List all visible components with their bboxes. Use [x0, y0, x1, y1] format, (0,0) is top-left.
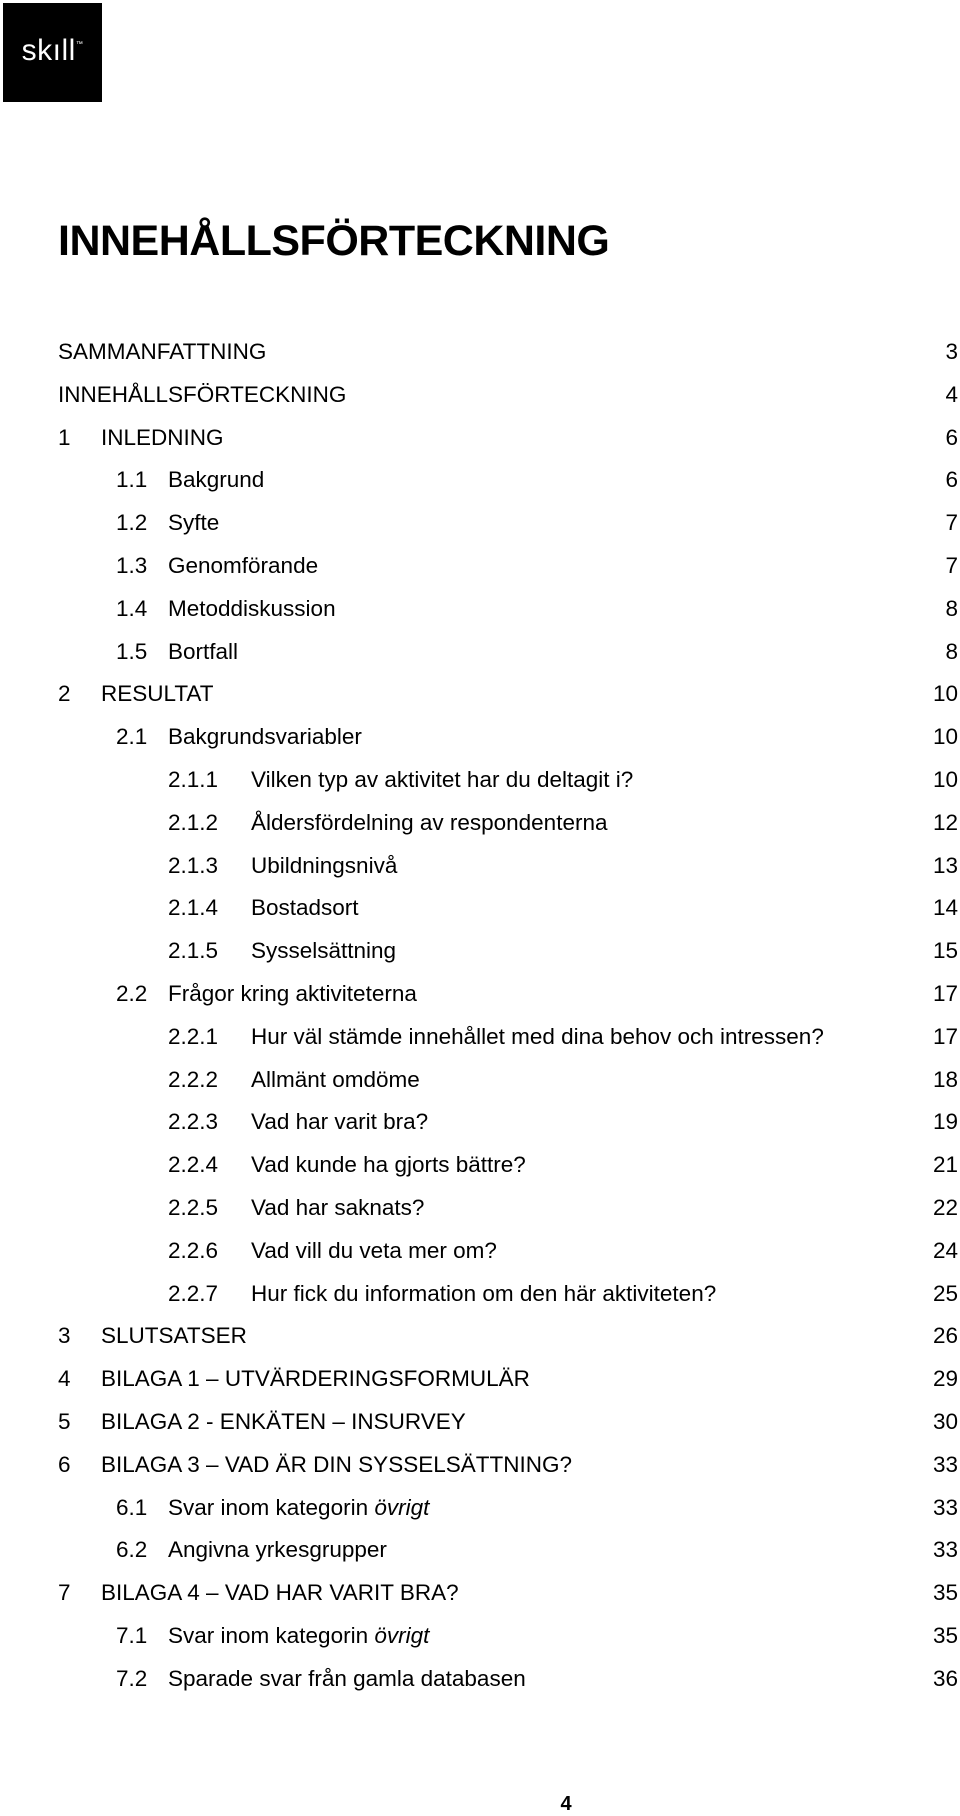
toc-entry-number: 3	[58, 1323, 71, 1349]
page-title: INNEHÅLLSFÖRTECKNING	[58, 217, 610, 265]
toc-entry[interactable]	[58, 545, 958, 588]
toc-entry-number: 1.3	[116, 552, 148, 578]
toc-entry-page: 12	[932, 809, 958, 835]
toc-entry[interactable]	[58, 1615, 958, 1658]
toc-entry-page: 15	[932, 938, 958, 964]
toc-entry-label: Svar inom kategorin övrigt	[168, 1622, 430, 1648]
toc-entry-label: Metoddiskussion	[168, 595, 336, 621]
toc-entry-label: Hur väl stämde innehållet med dina behov och intressen?	[251, 1023, 824, 1049]
toc-entry[interactable]	[58, 331, 958, 374]
toc-entry-label: Vad kunde ha gjorts bättre?	[251, 1152, 526, 1178]
toc-entry[interactable]	[58, 1401, 958, 1444]
toc-entry-page: 3	[945, 339, 958, 364]
toc-entry[interactable]	[58, 930, 958, 973]
toc-entry-page: 22	[932, 1194, 958, 1220]
toc-entry-page: 35	[932, 1580, 958, 1606]
toc-entry-label: Sysselsättning	[251, 938, 397, 964]
logo-wordmark: skıll™	[21, 33, 84, 67]
toc-entry-label: SAMMANFATTNING	[58, 339, 267, 364]
toc-entry-label: Vad vill du veta mer om?	[251, 1237, 497, 1263]
toc-entry[interactable]	[58, 374, 958, 417]
toc-entry-label: INLEDNING	[101, 424, 224, 450]
toc-entry-number: 1	[58, 424, 71, 450]
toc-entry-label: Bakgrund	[168, 467, 265, 493]
toc-entry-page: 10	[932, 681, 958, 707]
toc-entry-page: 7	[945, 552, 958, 578]
toc-entry[interactable]	[58, 1529, 958, 1572]
toc-entry[interactable]	[58, 417, 958, 460]
toc-entry-number: 2.2.6	[168, 1237, 219, 1263]
toc-entry-label: Vad har varit bra?	[251, 1109, 429, 1135]
toc-entry-page: 10	[932, 766, 958, 792]
toc-entry-number: 1.2	[116, 510, 148, 536]
toc-entry-label: Bortfall	[168, 638, 239, 664]
toc-entry-label: SLUTSATSER	[101, 1323, 247, 1349]
toc-entry[interactable]	[58, 1059, 958, 1102]
toc-entry-number: 2	[58, 681, 71, 707]
toc-entry-page: 14	[932, 895, 958, 921]
toc-entry-number: 2.1.3	[168, 852, 219, 878]
toc-entry[interactable]	[58, 1144, 958, 1187]
toc-entry-label: BILAGA 1 – UTVÄRDERINGSFORMULÄR	[101, 1366, 530, 1392]
toc-entry[interactable]	[58, 1101, 958, 1144]
page-number: 4	[560, 1793, 572, 1815]
toc-entry-page: 7	[945, 510, 958, 536]
toc-entry-number: 7.2	[116, 1665, 148, 1691]
toc-entry-page: 33	[932, 1494, 958, 1520]
toc-entry-page: 8	[945, 638, 958, 664]
toc-entry-number: 6	[58, 1451, 71, 1477]
toc-entry-label: Ubildningsnivå	[251, 852, 398, 878]
toc-entry[interactable]	[58, 673, 958, 716]
toc-entry-number: 1.1	[116, 467, 148, 493]
toc-entry[interactable]	[58, 1572, 958, 1615]
toc-entry[interactable]	[58, 887, 958, 930]
toc-entry-page: 6	[945, 424, 958, 450]
toc-entry-number: 6.1	[116, 1494, 148, 1520]
toc-entry-number: 2.1.4	[168, 895, 219, 921]
toc-entry-number: 2.2.1	[168, 1023, 219, 1049]
toc-entry-number: 2.1	[116, 724, 148, 750]
toc-entry-number: 2.2.3	[168, 1109, 219, 1135]
toc-entry-label: INNEHÅLLSFÖRTECKNING	[58, 381, 347, 407]
toc-entry-label: Allmänt omdöme	[251, 1066, 420, 1092]
toc-entry-number: 2.1.5	[168, 938, 219, 964]
toc-entry-page: 24	[932, 1237, 958, 1263]
toc-entry-label: Vad har saknats?	[251, 1194, 425, 1220]
toc-entry-label: BILAGA 4 – VAD HAR VARIT BRA?	[101, 1580, 459, 1606]
toc-entry-page: 6	[945, 467, 958, 493]
toc-entry-number: 2.2	[116, 980, 148, 1006]
toc-entry[interactable]	[58, 759, 958, 802]
toc-entry[interactable]	[58, 1487, 958, 1530]
toc-entry-page: 29	[932, 1366, 958, 1392]
skill-logo	[3, 3, 102, 102]
toc-entry[interactable]	[58, 1658, 958, 1701]
toc-entry[interactable]	[58, 1273, 958, 1316]
toc-entry-page: 17	[932, 1023, 958, 1049]
toc-entry-number: 7	[58, 1580, 71, 1606]
toc-entry-page: 4	[945, 381, 958, 407]
toc-entry-label: Bakgrundsvariabler	[168, 724, 362, 750]
toc-entry[interactable]	[58, 1230, 958, 1273]
toc-entry-label-emphasis: övrigt	[374, 1494, 430, 1520]
toc-entry[interactable]	[58, 716, 958, 759]
toc-entry-page: 35	[932, 1622, 958, 1648]
toc-entry-label: RESULTAT	[101, 681, 214, 707]
toc-entry-label: Svar inom kategorin övrigt	[168, 1494, 430, 1520]
toc-entry-number: 2.2.5	[168, 1194, 219, 1220]
toc-entry-number: 2.1.1	[168, 766, 219, 792]
toc-entry[interactable]	[58, 802, 958, 845]
toc-entry-label: Åldersfördelning av respondenterna	[251, 809, 608, 835]
toc-entry-number: 1.4	[116, 595, 148, 621]
toc-entry-number: 2.2.7	[168, 1280, 219, 1306]
toc-entry[interactable]	[58, 973, 958, 1016]
toc-entry[interactable]	[58, 502, 958, 545]
toc-entry-page: 25	[932, 1280, 958, 1306]
toc-entry-page: 26	[932, 1323, 958, 1349]
toc-entry-label: Vilken typ av aktivitet har du deltagit i?	[251, 766, 634, 792]
toc-entry-page: 33	[932, 1451, 958, 1477]
toc-entry-page: 19	[932, 1109, 958, 1135]
toc-entry-number: 4	[58, 1366, 71, 1392]
toc-entry-label: Genomförande	[168, 552, 319, 578]
toc-entry-page: 17	[932, 980, 958, 1006]
toc-entry-number: 6.2	[116, 1537, 148, 1563]
toc-entry-page: 36	[932, 1665, 958, 1691]
toc-entry-label: Sparade svar från gamla databasen	[168, 1665, 526, 1691]
toc-entry-label-emphasis: övrigt	[374, 1622, 430, 1648]
toc-entry[interactable]	[58, 1444, 958, 1487]
toc-entry[interactable]	[58, 1358, 958, 1401]
toc-entry-label: BILAGA 3 – VAD ÄR DIN SYSSELSÄTTNING?	[101, 1451, 572, 1477]
toc-entry[interactable]	[58, 845, 958, 888]
toc-entry-page: 21	[932, 1152, 958, 1178]
toc-entry-label: Angivna yrkesgrupper	[168, 1537, 387, 1563]
toc-entry-page: 33	[932, 1537, 958, 1563]
toc-entry-label: BILAGA 2 - ENKÄTEN – INSURVEY	[101, 1408, 466, 1434]
toc-entry-page: 18	[932, 1066, 958, 1092]
toc-entry[interactable]	[58, 588, 958, 631]
toc-entry-number: 2.2.4	[168, 1152, 219, 1178]
toc-entry-page: 30	[932, 1408, 958, 1434]
toc-entry-number: 2.1.2	[168, 809, 219, 835]
toc-entry[interactable]	[58, 459, 958, 502]
toc-entry-page: 10	[932, 724, 958, 750]
table-of-contents	[58, 331, 958, 1701]
toc-entry-number: 5	[58, 1408, 71, 1434]
toc-entry-number: 2.2.2	[168, 1066, 219, 1092]
toc-entry-page: 13	[932, 852, 958, 878]
toc-entry[interactable]	[58, 1187, 958, 1230]
toc-entry[interactable]	[58, 631, 958, 674]
toc-entry-label: Syfte	[168, 510, 220, 536]
toc-entry-number: 1.5	[116, 638, 148, 664]
toc-entry-label: Hur fick du information om den här aktiviteten?	[251, 1280, 717, 1306]
toc-entry-page: 8	[945, 595, 958, 621]
toc-entry-number: 7.1	[116, 1622, 148, 1648]
toc-entry-label: Bostadsort	[251, 895, 359, 921]
toc-entry[interactable]	[58, 1016, 958, 1059]
toc-entry-label: Frågor kring aktiviteterna	[168, 980, 417, 1006]
toc-entry[interactable]	[58, 1315, 958, 1358]
